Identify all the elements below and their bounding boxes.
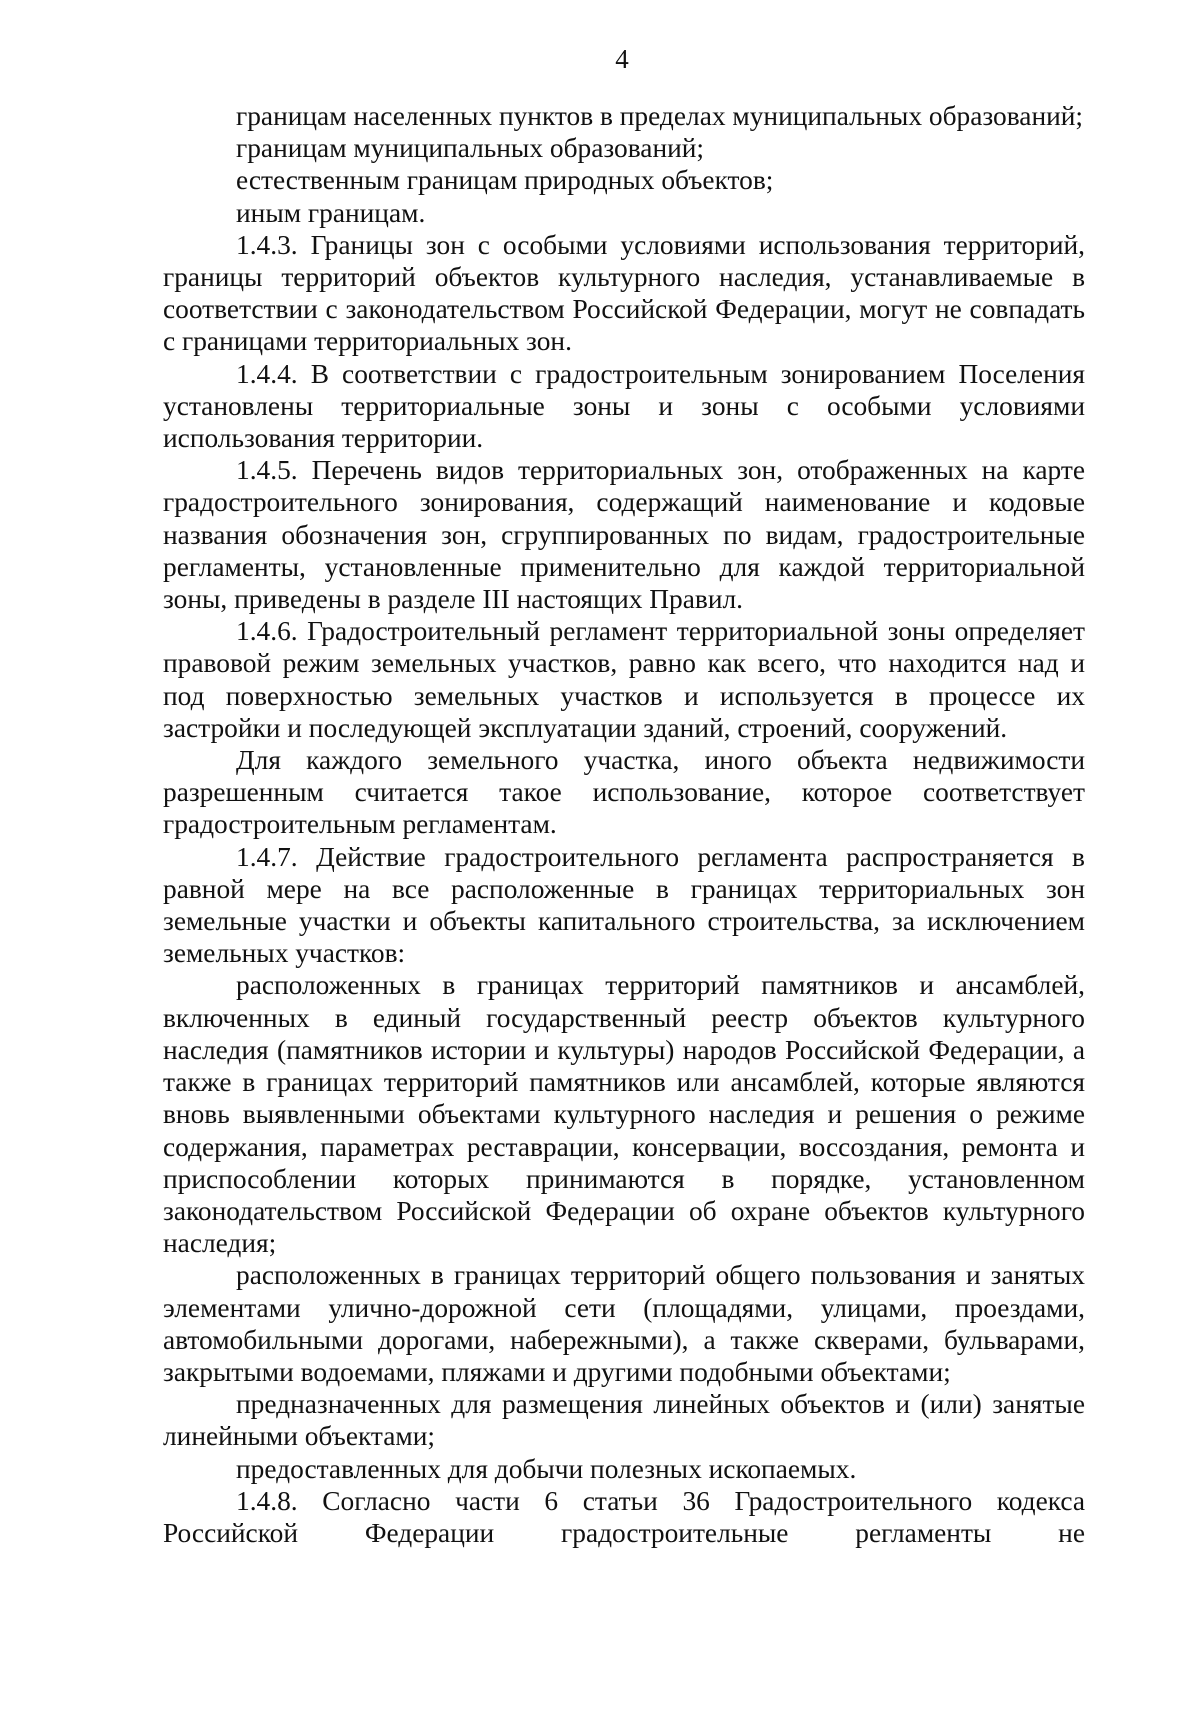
paragraph-1-4-6: 1.4.6. Градостроительный регламент территориальной зоны определяет правовой режим земельных участков, равно как всего, что находится над и под поверхностью земельных участков и используется в процессе их застройки и последующей эксплуатации зданий, строений, сооружений. [163, 616, 1085, 743]
paragraph: границам муниципальных образований; [236, 133, 705, 164]
paragraph: границам населенных пунктов в пределах муниципальных образований; [236, 101, 1084, 131]
paragraph-1-4-3: 1.4.3. Границы зон с особыми условиями использования территорий, границы территорий объектов культурного наследия, устанавливаемые в соответствии с законодательством Российской Федерации, могут не совпадать с границами территориальных зон. [163, 229, 1085, 357]
paragraph: предназначенных для размещения линейных объектов и (или) занятые линейными объектами; [163, 1389, 1085, 1452]
paragraph-1-4-5: 1.4.5. Перечень видов территориальных зон, отображенных на карте градостроительного зонирования, содержащий наименование и кодовые названия обозначения зон, сгруппированных по видам, градостроительные регламенты, установленные применительно для каждой территориальной зоны, приведены в разделе III настоящих Правил. [163, 455, 1085, 615]
paragraph: Для каждого земельного участка, иного объекта недвижимости разрешенным считается такое использование, которое соответствует градостроительным регламентам. [163, 745, 1085, 840]
paragraph: предоставленных для добычи полезных ископаемых. [236, 1453, 857, 1484]
document-body [163, 100, 1085, 1549]
paragraph: расположенных в границах территорий общего пользования и занятых элементами улично-дорожной сети (площадями, улицами, проездами, автомобильными дорогами, набережными), а также скверами, бульварами, закрытыми водоемами, пляжами и другими подобными объектами; [163, 1260, 1085, 1387]
paragraph: иным границам. [236, 197, 426, 228]
paragraph-1-4-8: 1.4.8. Согласно части 6 статьи 36 Градостроительного кодекса Российской Федерации градостроительные регламенты не [163, 1485, 1085, 1548]
paragraph-1-4-4: 1.4.4. В соответствии с градостроительным зонированием Поселения установлены территориальные зоны и зоны с особыми условиями использования территории. [163, 358, 1085, 454]
paragraph: расположенных в границах территорий памятников и ансамблей, включенных в единый государственный реестр объектов культурного наследия (памятников истории и культуры) народов Российской Федерации, а также в границах территорий памятников или ансамблей, которые являются вновь выявленными объектами культурного наследия и решения о режиме содержания, параметрах реставрации, консервации, воссоздания, ремонта и приспособлении которых принимаются в порядке, установленном законодательством Российской Федерации об охране объектов культурного наследия; [163, 970, 1085, 1259]
page-number: 4 [615, 44, 629, 74]
paragraph: естественным границам природных объектов; [236, 165, 774, 196]
paragraph-1-4-7: 1.4.7. Действие градостроительного регламента распространяется в равной мере на все расположенные в границах территориальных зон земельные участки и объекты капитального строительства, за исключением земельных участков: [163, 841, 1085, 969]
